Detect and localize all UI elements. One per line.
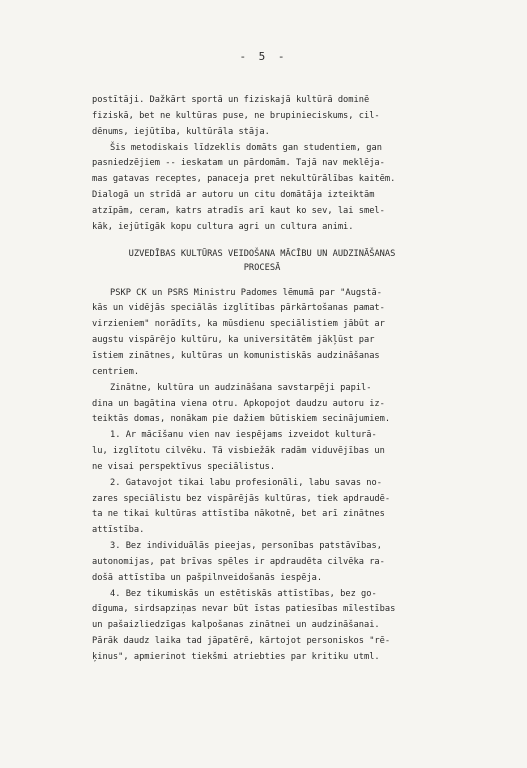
paragraph-resolution <box>92 286 432 381</box>
text-line: Zinātne, kultūra un audzināšana savstarpēji papil- <box>110 382 372 393</box>
text-line: centriem. <box>92 366 140 377</box>
paragraph-methodical-aid <box>92 141 432 236</box>
text-line: pasniedzējiem -- ieskatam un pārdomām. Tajā nav meklēja- <box>92 158 385 169</box>
text-line: augstu vispārējo kultūru, ka universitātēm jākļūst par <box>92 335 375 346</box>
list-item-4 <box>92 587 432 666</box>
list-item-2 <box>92 476 432 539</box>
text-line: mas gatavas receptes, panaceja pret nekultūrālības kaitēm. <box>92 174 396 185</box>
text-line: fiziskā, bet ne kultūras puse, ne brupinieciskums, cil- <box>92 110 380 121</box>
text-line: lu, izglītotu cilvēku. Tā visbiežāk radām viduvējības un <box>92 446 385 457</box>
text-line: dina un bagātina viena otru. Apkopojot daudzu autoru iz- <box>92 398 385 409</box>
list-item-3 <box>92 539 432 587</box>
text-line: dīguma, sirdsapziņas nevar būt īstas patiesības mīlestības <box>92 604 396 615</box>
text-line: autonomijas, pat brīvas spēles ir apdraudēta cilvēka ra- <box>92 556 385 567</box>
text-line: došā attīstība un pašpilnveidošanās iespēja. <box>92 572 323 583</box>
text-line: Pārāk daudz laika tad jāpatērē, kārtojot personiskos "rē- <box>92 636 391 647</box>
text-line: dēnums, iejūtība, kultūrāla stāja. <box>92 126 270 137</box>
text-line: ķinus", apmierinot tiekšmi atriebties par kritiku utml. <box>92 652 380 662</box>
heading-line: PROCESĀ <box>243 262 281 273</box>
text-line: ne visai perspektīvus speciālistus. <box>92 461 276 472</box>
list-item-1 <box>92 428 432 476</box>
paragraph-science-culture <box>92 381 432 429</box>
text-line: 1. Ar mācīšanu vien nav iespējams izveidot kulturā- <box>110 430 377 441</box>
heading-line: UZVEDĪBAS KULTŪRAS VEIDOŠANA MĀCĪBU UN AUDZINĀŠANAS <box>128 248 396 259</box>
paragraph-intro-continuation <box>92 93 432 141</box>
text-line: teiktās domas, nonākam pie dažiem būtiskiem secinājumiem. <box>92 414 391 425</box>
text-line: un pašaizliedzīgas kalpošanas zinātnei un audzināšanai. <box>92 620 380 631</box>
text-line: Šis metodiskais līdzeklis domāts gan studentiem, gan <box>110 142 382 153</box>
text-line: attīstība. <box>92 525 145 536</box>
text-line: postītāji. Dažkārt sportā un fiziskajā kultūrā dominē <box>92 95 370 105</box>
text-line: 2. Gatavojot tikai labu profesionāli, labu savas no- <box>110 477 382 488</box>
text-line: atzīpām, ceram, katrs atradīs arī kaut ko sev, lai smel- <box>92 205 385 216</box>
text-line: īstiem zinātnes, kultūras un komunistiskās audzināšanas <box>92 350 380 361</box>
text-line: PSKP CK un PSRS Ministru Padomes lēmumā par "Augstā- <box>110 287 382 298</box>
text-line: kāk, iejūtīgāk kopu cultura agri un cultura animi. <box>92 221 354 232</box>
text-line: Dialogā un strīdā ar autoru un citu domātāja izteiktām <box>92 190 375 201</box>
text-line: 3. Bez individuālās pieejas, personības patstāvības, <box>110 541 382 552</box>
text-line: zares speciālistu bez vispārējās kultūras, tiek apdraudē- <box>92 493 391 504</box>
page-number: - 5 - <box>239 50 288 63</box>
text-line: ta ne tikai kultūras attīstība nākotnē, bet arī zinātnes <box>92 509 385 520</box>
text-line: 4. Bez tikumiskās un estētiskās attīstības, bez go- <box>110 588 377 599</box>
document-body <box>92 93 432 666</box>
section-heading <box>92 247 432 275</box>
text-line: kās un vidējās speciālās izglītības pārkārtošanas pamat- <box>92 303 385 314</box>
text-line: virzieniem" norādīts, ka mūsdienu speciālistiem jābūt ar <box>92 319 385 330</box>
